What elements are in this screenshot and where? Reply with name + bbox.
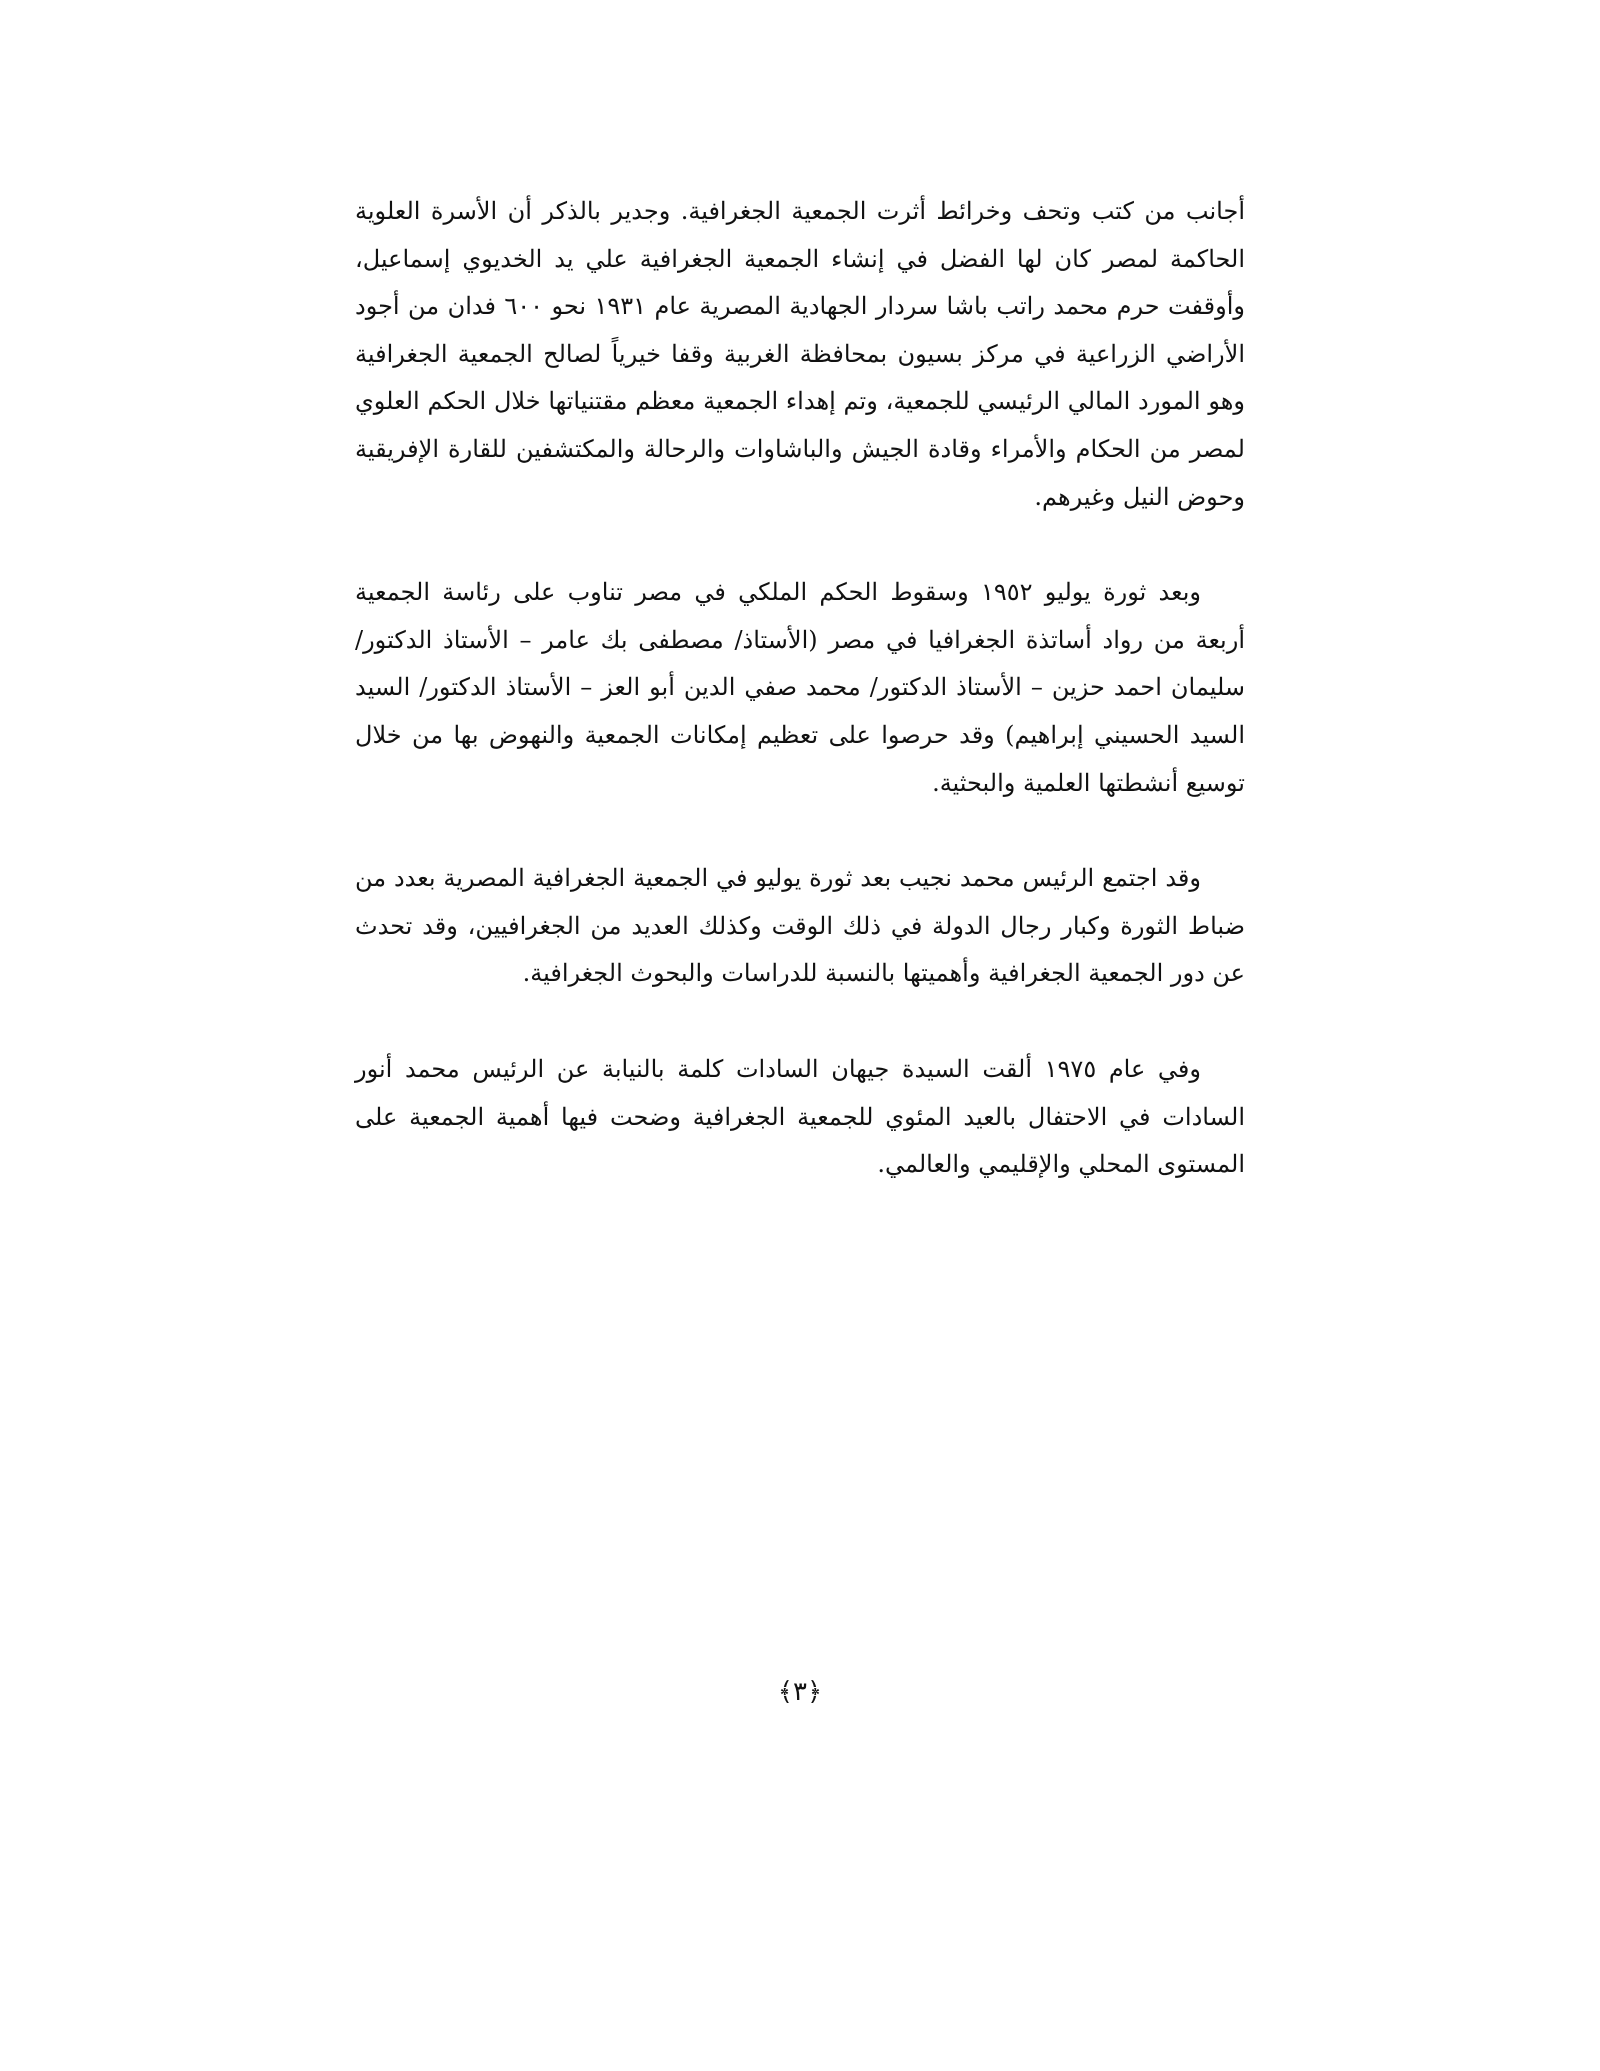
page-number: ﴿٣﴾ bbox=[777, 1677, 823, 1707]
body-text bbox=[355, 188, 1245, 1189]
paragraph-4: وفي عام ١٩٧٥ ألقت السيدة جيهان السادات كلمة بالنيابة عن الرئيس محمد أنور السادات في الاحتفال بالعيد المئوي للجمعية الجغرافية وضحت فيها أهمية الجمعية على المستوى المحلي والإقليمي والعالمي. bbox=[355, 1054, 1245, 1179]
paragraph-3: وقد اجتمع الرئيس محمد نجيب بعد ثورة يوليو في الجمعية الجغرافية المصرية بعدد من ضباط الثورة وكبار رجال الدولة في ذلك الوقت وكذلك العديد من الجغرافيين، وقد تحدث عن دور الجمعية الجغرافية وأهميتها بالنسبة للدراسات والبحوث الجغرافية. bbox=[355, 864, 1245, 988]
paragraph-1: أجانب من كتب وتحف وخرائط أثرت الجمعية الجغرافية. وجدير بالذكر أن الأسرة العلوية الحاكمة لمصر كان لها الفضل في إنشاء الجمعية الجغرافية علي يد الخديوي إسماعيل، وأوقفت حرم محمد راتب باشا سردار الجهادية المصرية عام ١٩٣١ نحو ٦٠٠ فدان من أجود الأراضي الزراعية في مركز بسيون بمحافظة الغربية وقفا خيرياً لصالح الجمعية الجغرافية وهو المورد المالي الرئيسي للجمعية، وتم إهداء الجمعية معظم مقتنياتها خلال الحكم العلوي لمصر من الحكام والأمراء وقادة الجيش والباشاوات والرحالة والمكتشفين للقارة الإفريقية وحوض النيل وغيرهم. bbox=[355, 197, 1245, 511]
paragraph-2: وبعد ثورة يوليو ١٩٥٢ وسقوط الحكم الملكي في مصر تناوب على رئاسة الجمعية أربعة من رواد أساتذة الجغرافيا في مصر (الأستاذ/ مصطفى بك عامر – الأستاذ الدكتور/ سليمان احمد حزين – الأستاذ الدكتور/ محمد صفي الدين أبو العز – الأستاذ الدكتور/ السيد السيد الحسيني إبراهيم) وقد حرصوا على تعظيم إمكانات الجمعية والنهوض بها من خلال توسيع أنشطتها العلمية والبحثية. bbox=[355, 578, 1245, 797]
